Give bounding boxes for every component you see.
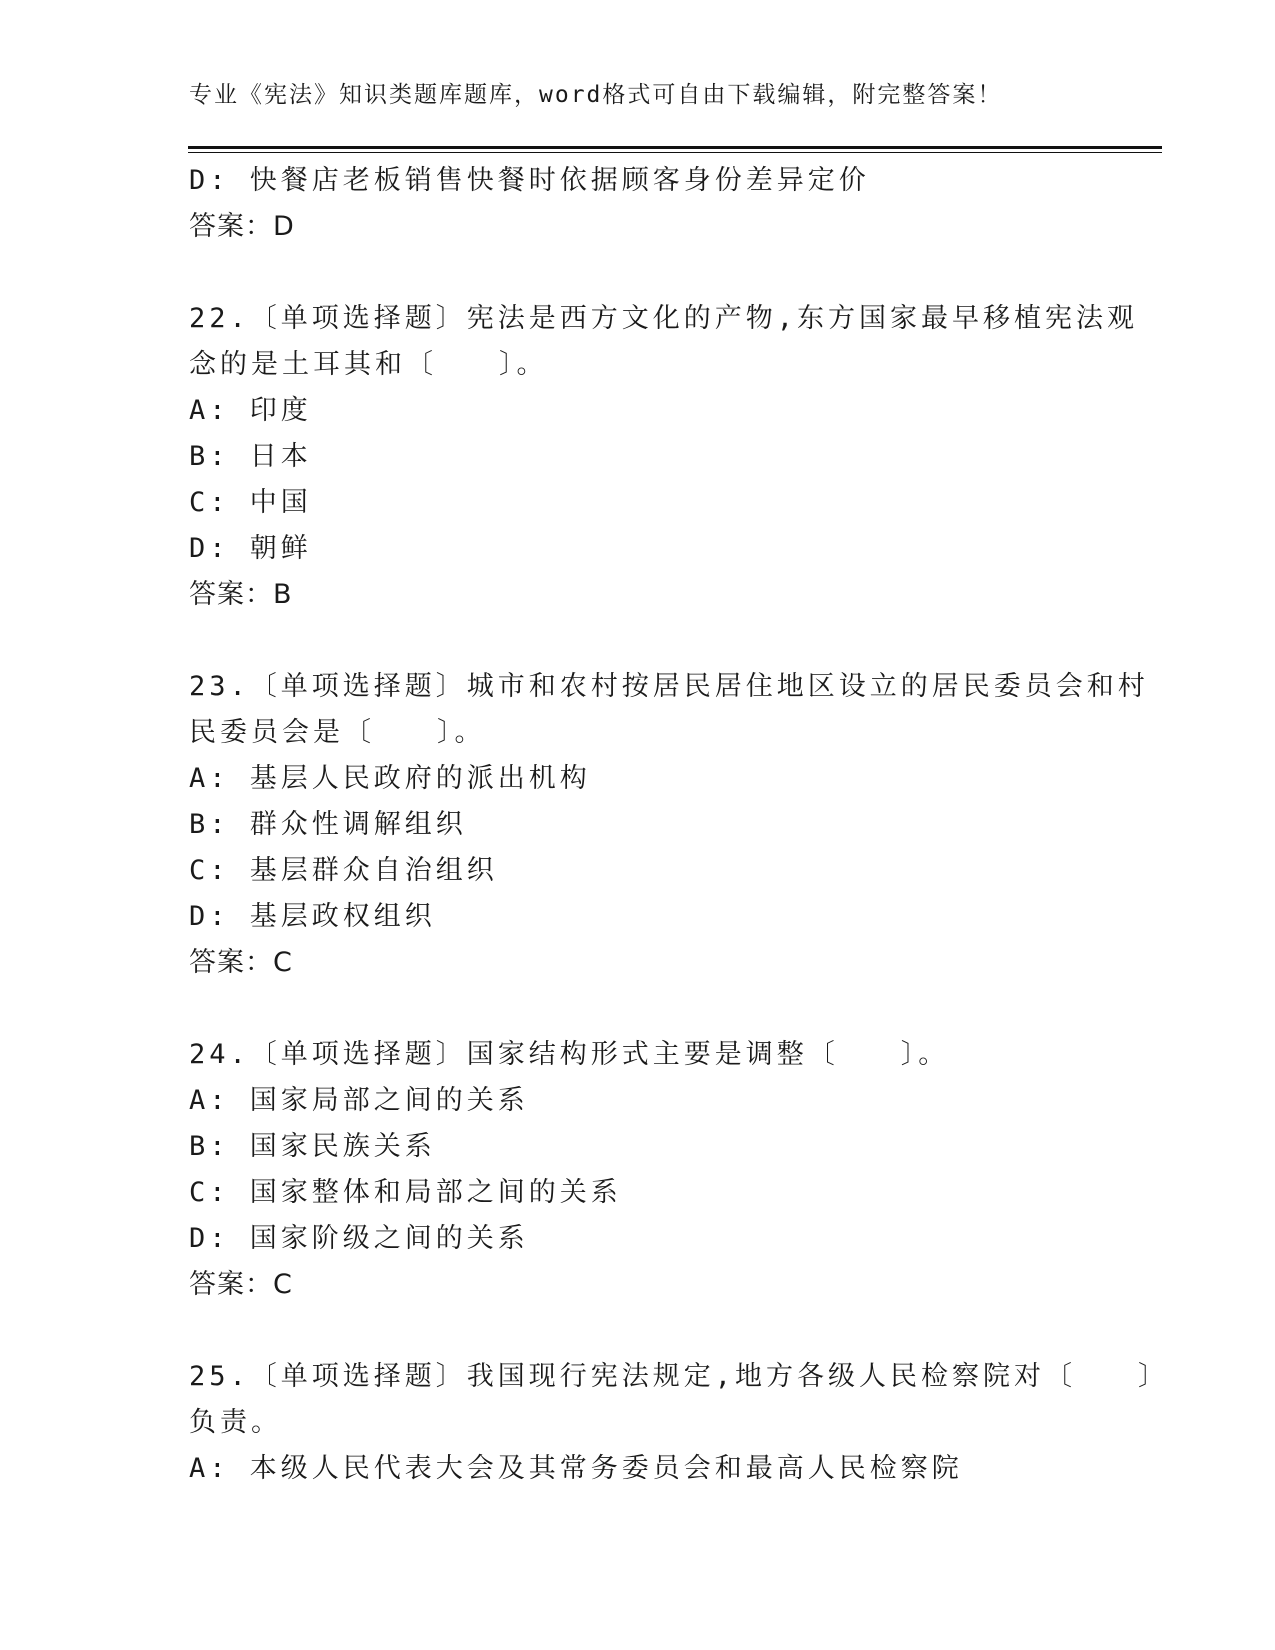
question-23: [189, 664, 1149, 986]
option-d: D: 基层政权组织: [189, 901, 436, 932]
answer-line: 答案：D: [189, 211, 295, 242]
option-c: C: 国家整体和局部之间的关系: [189, 1177, 622, 1208]
option-c: C: 基层群众自治组织: [189, 855, 498, 886]
option-a: A: 印度: [189, 395, 312, 426]
question-stem: 民委员会是〔 〕。: [189, 717, 486, 748]
option-a: A: 基层人民政府的派出机构: [189, 763, 591, 794]
spacer: [189, 250, 1089, 296]
question-stem: 25.〔单项选择题〕我国现行宪法规定,地方各级人民检察院对〔 〕: [189, 1361, 1170, 1392]
question-24: [189, 1032, 1089, 1308]
option-c: C: 中国: [189, 487, 312, 518]
option-b: B: 日本: [189, 441, 312, 472]
spacer: [189, 1308, 1089, 1354]
question-25: [189, 1354, 1170, 1492]
option-d: D: 朝鲜: [189, 533, 312, 564]
question-stem: 24.〔单项选择题〕国家结构形式主要是调整〔 〕。: [189, 1039, 950, 1070]
document-body: [189, 158, 1170, 1492]
option-b: B: 国家民族关系: [189, 1131, 436, 1162]
option-d: D: 快餐店老板销售快餐时依据顾客身份差异定价: [189, 165, 870, 196]
question-stem: 负责。: [189, 1407, 282, 1438]
answer-line: 答案：C: [189, 947, 293, 978]
question-stem: 23.〔单项选择题〕城市和农村按居民居住地区设立的居民委员会和村: [189, 671, 1149, 702]
option-a: A: 国家局部之间的关系: [189, 1085, 529, 1116]
spacer: [189, 618, 1089, 664]
spacer: [189, 986, 1089, 1032]
option-a: A: 本级人民代表大会及其常务委员会和最高人民检察院: [189, 1453, 963, 1484]
header-rule-thick: [188, 146, 1162, 149]
answer-line: 答案：C: [189, 1269, 293, 1300]
option-d: D: 国家阶级之间的关系: [189, 1223, 529, 1254]
answer-line: 答案：B: [189, 579, 293, 610]
option-b: B: 群众性调解组织: [189, 809, 467, 840]
page-header: 专业《宪法》知识类题库题库，word格式可自由下载编辑，附完整答案！: [189, 82, 1003, 108]
header-rule-thin: [188, 152, 1162, 153]
question-stem: 22.〔单项选择题〕宪法是西方文化的产物,东方国家最早移植宪法观: [189, 303, 1139, 334]
question-stem: 念的是土耳其和〔 〕。: [189, 349, 548, 380]
question-22: [189, 296, 1139, 618]
